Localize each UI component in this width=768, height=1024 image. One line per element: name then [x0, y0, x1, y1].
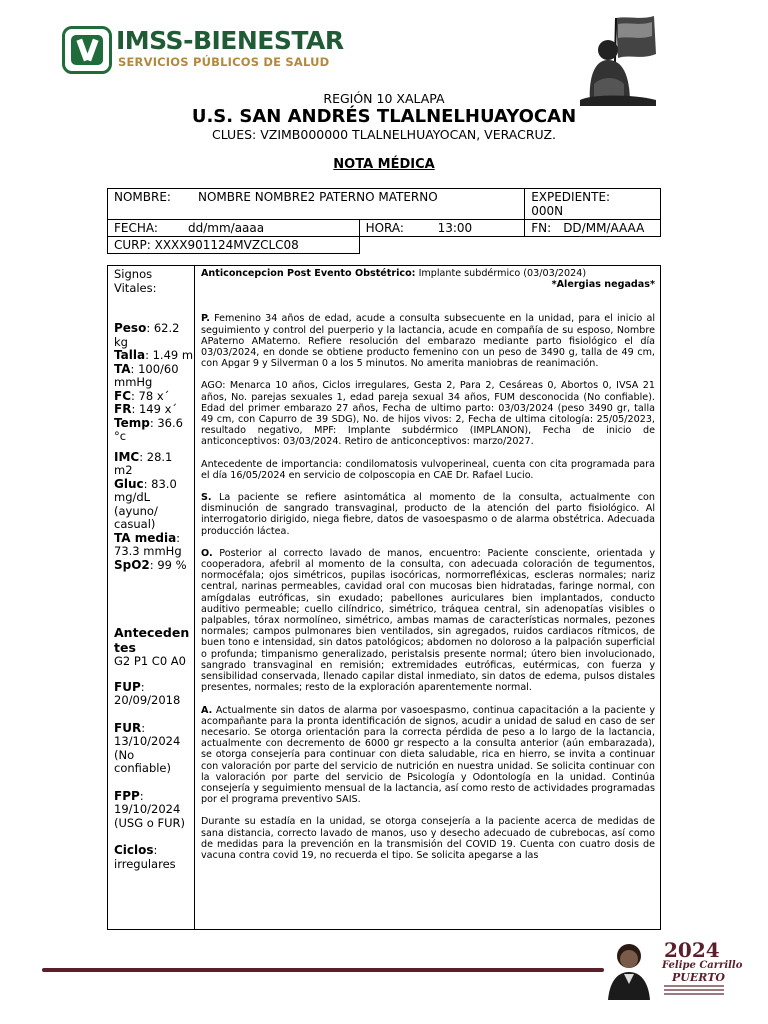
hora-label: HORA:	[365, 221, 404, 235]
expediente-cell	[525, 189, 661, 220]
patient-info-table	[107, 188, 661, 254]
brand-subtitle: SERVICIOS PÚBLICOS DE SALUD	[118, 55, 330, 69]
hora-value: 13:00	[437, 221, 473, 235]
fpp-entry: FPP: 19/10/2024 (USG o FUR)	[114, 788, 185, 830]
vital-fr: FR: 149 x´	[114, 402, 178, 416]
allergies-line: *Alergias negadas*	[551, 279, 655, 291]
region-label: REGIÓN 10 XALAPA	[323, 91, 445, 106]
footer-name-line2: PUERTO	[672, 971, 725, 984]
felipe-carrillo-puerto-logo	[606, 938, 743, 1008]
fup-entry: FUP: 20/09/2018	[114, 679, 181, 707]
subjective-history-paragraph: P. Femenino 34 años de edad, acude a consulta subsecuente en la unidad, para el inicio al seguimiento y control del puerperio y la lactancia, acude en compañía de su esposo, Nombre APaterno AMaterno. Refiere resolución del embarazo mediante parto fisiológico el día 03/03/2024, en donde se obtiene producto femenino con un peso de 3490 g, talla de 49 cm, con Apgar 9 y Silverman 0 a los 5 minutos. No amerita maniobras de reanimación.	[201, 313, 655, 370]
expediente-value: 000N	[531, 204, 564, 218]
name-label: NOMBRE:	[114, 190, 171, 204]
important-history-paragraph: Antecedente de importancia: condilomatosis vulvoperineal, cuenta con cita programada para el día 16/05/2024 en servicio de colposcopia en CAE Dr. Rafael Lucio.	[201, 458, 655, 481]
empty-cell	[359, 237, 660, 254]
curp-value: CURP: XXXX901124MVZCLC08	[114, 238, 299, 252]
objective-paragraph: O. Posterior al correcto lavado de manos, encuentro: Paciente consciente, orientada y cooperadora, afebril al momento de la consulta, con adecuada coloración de tegumentos, normocéfala; ojos simétricos, pupilas isocóricas, normorrefléxicas, escleras normales; nariz central, narinas permeables, cavidad oral con mucosas bien hidratadas, faringe normal, con amígdalas eutróficas, sin exudado; pabellones auriculares bien implantados, conducto auditivo permeable; cuello cilíndrico, simétrico, tráquea central, sin adenopatías visibles o palpables, tórax normolíneo, simétrico, ambas mamas de características normales, pezones normales; campos pulmonares bien ventilados, sin agregados, ruidos cardiacos rítmicos, de buen tono e intensidad, sin datos patológicos; abdomen no doloroso a la palpación superficial o profunda; timpanismo generalizado, peristalsis presente normal; útero bien involucionado, sangrado transvaginal en remisión; extremidades eutróficas, eutérmicas, con fuerza y sensibilidad conservada, llenado capilar distal inmediato, sin datos de edema, pulsos distales presentes, normales; resto de la exploración aparentemente normal.	[201, 547, 655, 694]
soap-note-column	[196, 266, 660, 930]
fecha-cell	[108, 220, 360, 237]
vital-signs-column	[108, 266, 195, 930]
footer-divider	[42, 968, 604, 972]
imss-emblem-icon	[62, 26, 112, 74]
clues-line: CLUES: VZIMB000000 TLALNELHUAYOCAN, VERACRUZ.	[211, 127, 557, 142]
expediente-label: EXPEDIENTE:	[531, 190, 611, 204]
vital-ta-media: TA media: 73.3 mmHg	[114, 530, 182, 558]
name-value: NOMBRE NOMBRE2 PATERNO MATERNO	[198, 190, 438, 204]
antecedentes-value: G2 P1 C0 A0	[114, 654, 186, 668]
vital-peso: Peso: 62.2 kg	[114, 321, 180, 349]
fecha-value: dd/mm/aaaa	[188, 221, 265, 235]
assessment-paragraph: A. Actualmente sin datos de alarma por vasoespasmo, continua capacitación a la paciente y acompañante para la pronta identificación de signos, acudir a unidad de salud en caso de ser necesario. Se otorga orientación para la correcta pérdida de peso a lo largo de la lactancia, actualmente con decremento de 6000 gr respecto a la consulta anterior (aún embarazada), se otorga consejería para continuar con dieta saludable, rica en hierro, se invita a continuar con valoración por parte del servicio de nutrición en nuestra unidad. Se solicita continuar con la valoración por parte del servicio de Psicología y Odontología en la unidad. Continúa consejería y seguimiento mensual de la lactancia, así como resto de actividades programadas por el programa preventivo SAIS.	[201, 704, 655, 806]
health-unit-name: U.S. SAN ANDRÉS TLALNELHUAYOCAN	[191, 106, 577, 127]
hora-cell	[359, 220, 525, 237]
clinical-note-box	[107, 265, 661, 930]
subjective-paragraph: S. La paciente se refiere asintomática al momento de la consulta, actualmente con disminución de sangrado transvaginal, producto de la atención del parto fisiológico. Al interrogatorio dirigido, niega fiebre, datos de vasoespasmo o de alarma obstétrica. Adecuada producción láctea.	[201, 492, 655, 537]
vital-temp: Temp: 36.6 °c	[114, 415, 183, 443]
fn-label: FN:	[531, 221, 552, 235]
vitals-heading: Signos Vitales:	[114, 267, 157, 295]
footer-fine-print	[664, 985, 724, 995]
year-label: 2024	[664, 938, 720, 962]
fur-entry: FUR: 13/10/2024 (No confiable)	[114, 720, 181, 775]
curp-cell	[108, 237, 360, 254]
contraception-line: Anticoncepcion Post Evento Obstétrico: Implante subdérmico (03/03/2024)	[201, 268, 587, 279]
vital-fc: FC: 78 x´	[114, 388, 170, 403]
footer-name-line1: Felipe Carrillo	[662, 960, 743, 971]
portrait-icon	[606, 938, 652, 1000]
imss-bienestar-logo	[62, 26, 344, 76]
vital-ta: TA: 100/60 mmHg	[114, 361, 179, 389]
document-title: NOTA MÉDICA	[333, 157, 435, 172]
fecha-label: FECHA:	[114, 221, 158, 235]
vital-spo2: SpO2: 99 %	[114, 557, 187, 572]
vital-imc: IMC: 28.1 m2	[114, 449, 173, 477]
ciclos-entry: Ciclos: irregulares	[114, 843, 176, 871]
vital-gluc: Gluc: 83.0 mg/dL (ayuno/ casual)	[114, 476, 177, 531]
covid-paragraph: Durante su estadía en la unidad, se otorga consejería a la paciente acerca de medidas de sana distancia, correcto lavado de manos, uso y desecho adecuado de cubrebocas, así como de medidas para la prevención en la transmisión del COVID 19. Cuenta con cuatro dosis de vacuna contra covid 19, no recuerda el tipo. Se solicita apegarse a las	[201, 816, 655, 861]
vital-talla: Talla: 1.49 m	[114, 348, 194, 362]
fn-cell	[525, 220, 661, 237]
fn-value: DD/MM/AAAA	[563, 221, 645, 235]
brand-name: IMSS-BIENESTAR	[116, 26, 344, 55]
antecedentes-heading: Anteceden tes	[114, 625, 190, 655]
ago-paragraph: AGO: Menarca 10 años, Ciclos irregulares, Gesta 2, Para 2, Cesáreas 0, Abortos 0, IVSA 21 años, No. parejas sexuales 1, edad pareja sexual 34 años, FUM desconocida (No confiable). Edad del primer embarazo 27 años, Fecha de ultimo parto: 03/03/2024 (peso 3490 gr, talla 49 cm, con Capurro de 39 SDG), No. de hijos vivos: 2, Fecha de ultima citología: 25/05/2023, resultado negativo, MPF: Implante subdérmico (IMPLANON), Fecha de inicio de anticonceptivos: 03/03/2024. Retiro de anticonceptivos: marzo/2027.	[201, 380, 655, 448]
patient-name-cell	[108, 189, 525, 220]
